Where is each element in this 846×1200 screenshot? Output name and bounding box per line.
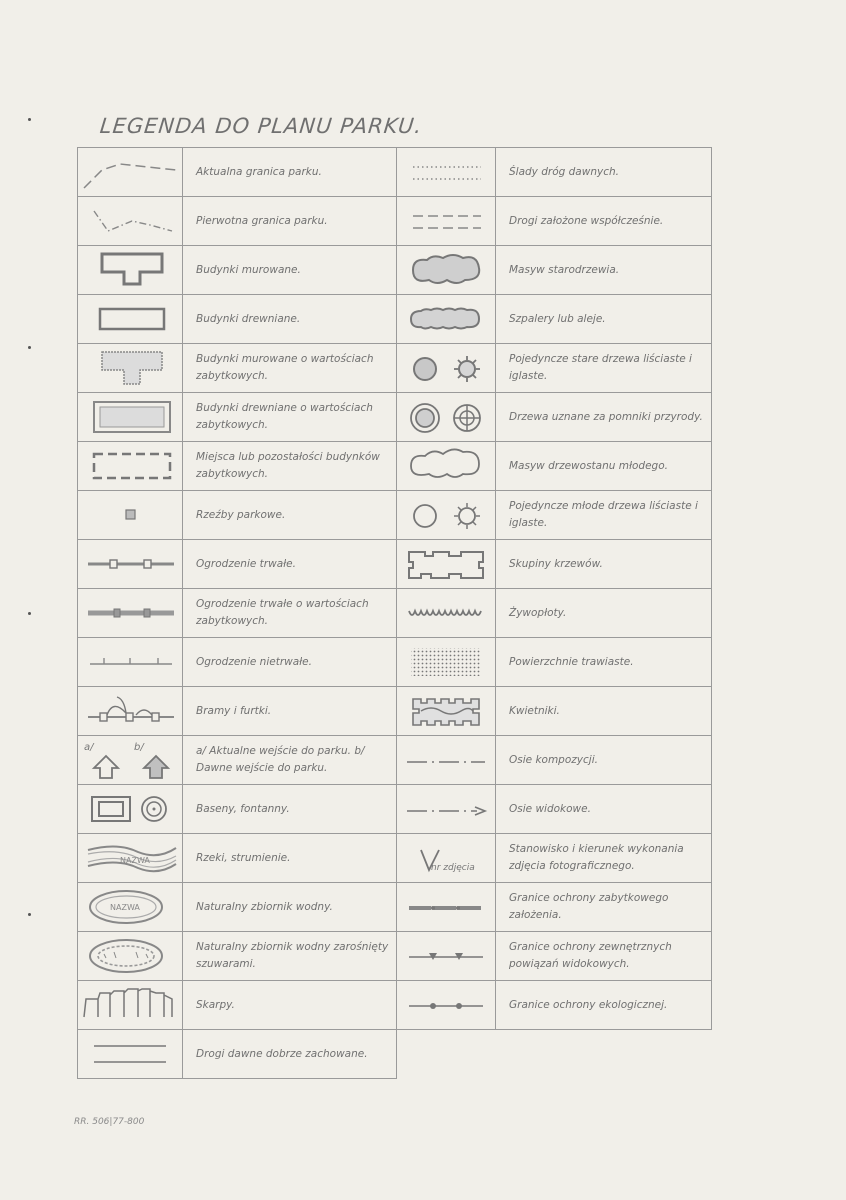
legend-label: Powierzchnie trawiaste. bbox=[496, 638, 712, 687]
thick-fence-line-icon bbox=[78, 589, 183, 638]
legend-row bbox=[78, 981, 712, 1030]
photo-number-sample: nr zdjęcia bbox=[431, 863, 475, 873]
single-old-trees-icon bbox=[397, 344, 496, 393]
legend-table bbox=[77, 147, 712, 1079]
dotted-double-line-icon bbox=[397, 148, 496, 197]
pool-fountain-icon bbox=[78, 785, 183, 834]
flowerbed-icon bbox=[397, 687, 496, 736]
legend-label: Drogi założone współcześnie. bbox=[496, 197, 712, 246]
legend-label: Drogi dawne dobrze zachowane. bbox=[183, 1030, 397, 1079]
legend-label: Skarpy. bbox=[183, 981, 397, 1030]
gate-icon bbox=[78, 687, 183, 736]
monument-trees-icon bbox=[397, 393, 496, 442]
legend-label: Drzewa uznane za pomniki przyrody. bbox=[496, 393, 712, 442]
legend-label: Naturalny zbiornik wodny. bbox=[183, 883, 397, 932]
river-icon bbox=[78, 834, 183, 883]
legend-label: Szpalery lub aleje. bbox=[496, 295, 712, 344]
legend-label: Ogrodzenie nietrwałe. bbox=[183, 638, 397, 687]
legend-label: Baseny, fontanny. bbox=[183, 785, 397, 834]
legend-label: Budynki murowane. bbox=[183, 246, 397, 295]
rectangle-building-icon bbox=[78, 295, 183, 344]
double-line-road-icon bbox=[78, 1030, 183, 1079]
legend-label: Osie kompozycji. bbox=[496, 736, 712, 785]
legend-label: Kwietniki. bbox=[496, 687, 712, 736]
legend-label: Masyw starodrzewia. bbox=[496, 246, 712, 295]
dashed-double-line-icon bbox=[397, 197, 496, 246]
legend-row bbox=[78, 491, 712, 540]
legend-row bbox=[78, 638, 712, 687]
legend-row bbox=[78, 687, 712, 736]
legend-label: Pojedyncze młode drzewa liściaste i iglaste. bbox=[496, 491, 712, 540]
legend-label: Budynki drewniane o wartościach zabytkowych. bbox=[183, 393, 397, 442]
legend-row bbox=[78, 393, 712, 442]
legend-label: Miejsca lub pozostałości budynków zabytkowych. bbox=[183, 442, 397, 491]
legend-label: Naturalny zbiornik wodny zarośnięty szuwarami. bbox=[183, 932, 397, 981]
legend-row bbox=[78, 540, 712, 589]
legend-label: Ogrodzenie trwałe o wartościach zabytkowych. bbox=[183, 589, 397, 638]
small-square-icon bbox=[78, 491, 183, 540]
legend-row bbox=[78, 932, 712, 981]
legend-row bbox=[78, 148, 712, 197]
legend-label: Ślady dróg dawnych. bbox=[496, 148, 712, 197]
lawn-icon bbox=[397, 638, 496, 687]
margin-mark bbox=[28, 913, 31, 916]
legend-label: Granice ochrony ekologicznej. bbox=[496, 981, 712, 1030]
river-name-sample: NAZWA bbox=[120, 856, 150, 865]
margin-mark bbox=[28, 346, 31, 349]
lake-name-sample: NAZWA bbox=[110, 903, 140, 912]
legend-title: LEGENDA DO PLANU PARKU. bbox=[98, 114, 424, 138]
mark-b: b/ bbox=[134, 742, 144, 753]
legend-row bbox=[78, 589, 712, 638]
legend-row bbox=[78, 883, 712, 932]
legend-row bbox=[78, 344, 712, 393]
legend-label: a/ Aktualne wejście do parku. b/ Dawne wejście do parku. bbox=[183, 736, 397, 785]
legend-label: Ogrodzenie trwałe. bbox=[183, 540, 397, 589]
legend-label: Skupiny krzewów. bbox=[496, 540, 712, 589]
legend-label: Budynki murowane o wartościach zabytkowych. bbox=[183, 344, 397, 393]
legend-label: Osie widokowe. bbox=[496, 785, 712, 834]
heritage-protection-line-icon bbox=[397, 883, 496, 932]
legend-label: Stanowisko i kierunek wykonania zdjęcia fotograficznego. bbox=[496, 834, 712, 883]
legend-row bbox=[78, 736, 712, 785]
hatched-t-building-icon bbox=[78, 344, 183, 393]
hatched-rectangle-building-icon bbox=[78, 393, 183, 442]
view-axis-icon bbox=[397, 785, 496, 834]
legend-label: Rzeki, strumienie. bbox=[183, 834, 397, 883]
legend-label: Granice ochrony zewnętrznych powiązań widokowych. bbox=[496, 932, 712, 981]
legend-label: Pojedyncze stare drzewa liściaste i iglaste. bbox=[496, 344, 712, 393]
margin-mark bbox=[28, 612, 31, 615]
slope-icon bbox=[78, 981, 183, 1030]
dashed-rectangle-icon bbox=[78, 442, 183, 491]
tree-row-icon bbox=[397, 295, 496, 344]
legend-label: Rzeźby parkowe. bbox=[183, 491, 397, 540]
legend-row bbox=[78, 442, 712, 491]
legend-row bbox=[78, 785, 712, 834]
legend-label: Budynki drewniane. bbox=[183, 295, 397, 344]
young-trees-icon bbox=[397, 491, 496, 540]
legend-row bbox=[78, 197, 712, 246]
legend-label: Masyw drzewostanu młodego. bbox=[496, 442, 712, 491]
fence-line-icon bbox=[78, 540, 183, 589]
margin-mark bbox=[28, 118, 31, 121]
legend-row bbox=[78, 246, 712, 295]
shrub-group-icon bbox=[397, 540, 496, 589]
empty-cell bbox=[397, 1030, 712, 1079]
young-tree-mass-icon bbox=[397, 442, 496, 491]
eco-protection-line-icon bbox=[397, 981, 496, 1030]
t-shaped-building-icon bbox=[78, 246, 183, 295]
legend-label: Pierwotna granica parku. bbox=[183, 197, 397, 246]
composition-axis-icon bbox=[397, 736, 496, 785]
dash-dot-polyline-icon bbox=[78, 197, 183, 246]
legend-row bbox=[78, 834, 712, 883]
entrance-arrows-icon bbox=[78, 736, 183, 785]
overgrown-lake-icon bbox=[78, 932, 183, 981]
legend-label: Granice ochrony zabytkowego założenia. bbox=[496, 883, 712, 932]
tick-fence-line-icon bbox=[78, 638, 183, 687]
legend-row bbox=[78, 1030, 712, 1079]
mark-a: a/ bbox=[84, 742, 94, 753]
old-tree-mass-icon bbox=[397, 246, 496, 295]
legend-label: Aktualna granica parku. bbox=[183, 148, 397, 197]
dashed-polyline-icon bbox=[78, 148, 183, 197]
photo-station-icon bbox=[397, 834, 496, 883]
legend-row bbox=[78, 295, 712, 344]
archive-reference: RR. 506|77-800 bbox=[74, 1117, 145, 1127]
legend-label: Bramy i furtki. bbox=[183, 687, 397, 736]
view-protection-line-icon bbox=[397, 932, 496, 981]
lake-icon bbox=[78, 883, 183, 932]
hedge-icon bbox=[397, 589, 496, 638]
legend-label: Żywopłoty. bbox=[496, 589, 712, 638]
